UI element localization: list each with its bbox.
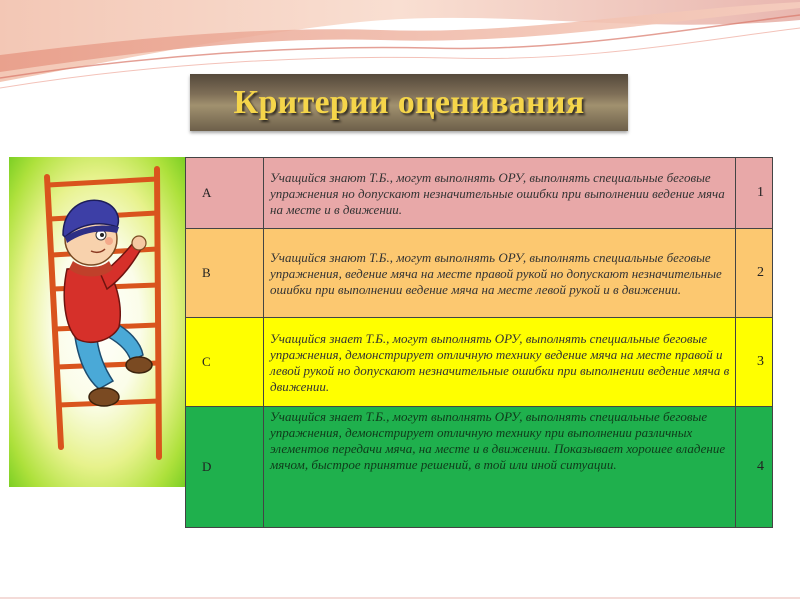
decorative-footer-line (0, 580, 800, 600)
child-climbing-ladder-icon (9, 157, 185, 487)
description-cell (264, 318, 736, 407)
table-row (186, 318, 773, 407)
description-text: Учащийся знает Т.Б., могут выполнять ОРУ, выполнять специальные беговые упражнения, демонстрирует отличную технику при выполнении различных элементов передачи мяча, на месте и в движении. Показывает хорошее владение мячом, быстрое принятие решений, в той или иной ситуации. (270, 409, 726, 472)
description-cell (264, 229, 736, 318)
score-cell: 4 (736, 407, 773, 528)
description-cell (264, 158, 736, 229)
grade-cell: C (186, 318, 264, 407)
description-text: Учащийся знает Т.Б., могут выполнять ОРУ, выполнять специальные беговые упражнения, демонстрирует отличную технику ведение мяча на месте правой и левой рукой но допускают незначительные ошибки при выполнении ведение мяча в движении. (270, 331, 730, 394)
grade-cell: B (186, 229, 264, 318)
score-cell: 2 (736, 229, 773, 318)
score-cell: 1 (736, 158, 773, 229)
page-title: Критерии оценивания (233, 83, 585, 121)
criteria-table (185, 157, 773, 528)
grade-cell: D (186, 407, 264, 528)
table-row (186, 407, 773, 528)
description-text: Учащийся знают Т.Б., могут выполнять ОРУ, выполнять специальные беговые упражнения, ведение мяча на месте правой рукой но допускают незначительные ошибки при выполнении ведение мяча на месте левой рукой и в движении. (270, 250, 722, 297)
table-row (186, 229, 773, 318)
description-text: Учащийся знают Т.Б., могут выполнять ОРУ, выполнять специальные беговые упражнения но допускают незначительные ошибки при выполнении ведение мяча на месте и в движении. (270, 170, 725, 217)
title-banner (190, 74, 628, 131)
table-row (186, 158, 773, 229)
score-cell: 3 (736, 318, 773, 407)
description-cell (264, 407, 736, 528)
grade-cell: A (186, 158, 264, 229)
